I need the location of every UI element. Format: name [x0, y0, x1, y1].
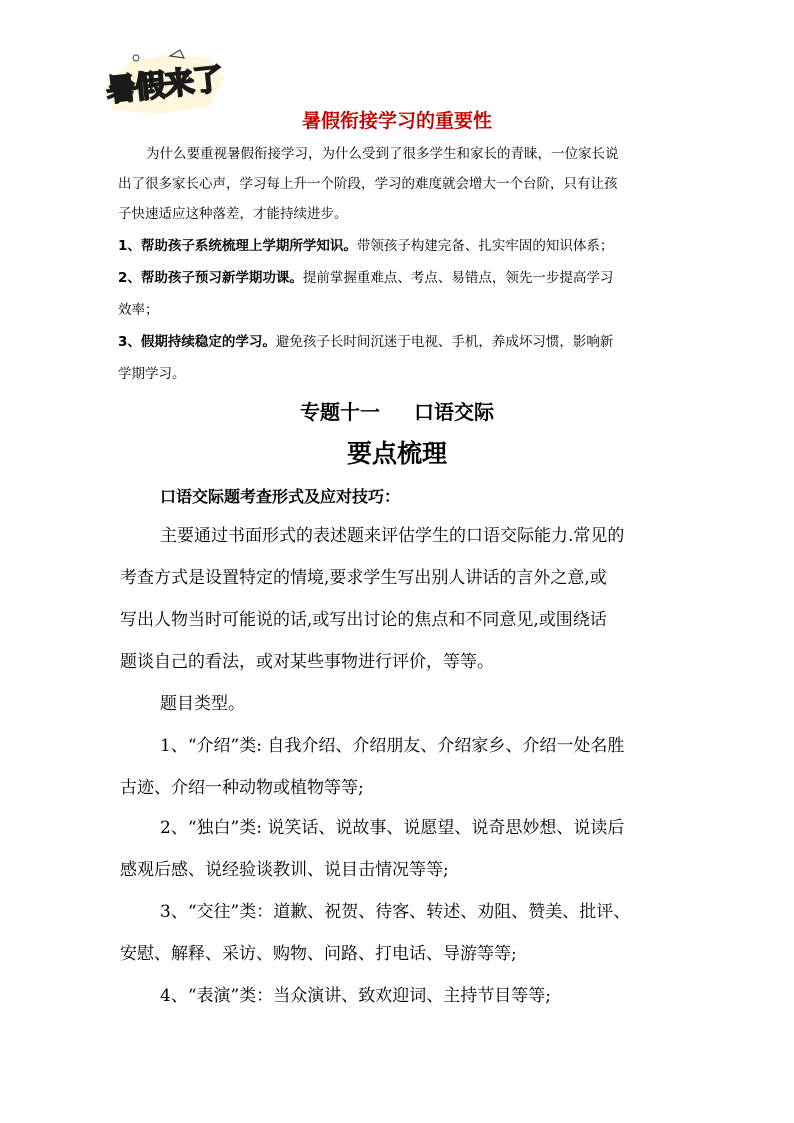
body-line: 主要通过书面形式的表述题来评估学生的口语交际能力.常见的: [160, 526, 625, 546]
intro-item-3-cont: 学期学习。: [118, 366, 186, 382]
type-3-line: 安慰、解释、采访、购物、问路、打电话、导游等等;: [120, 944, 517, 964]
intro-line: 出了很多家长心声，学习每上升一个阶段，学习的难度就会增大一个台阶，只有让孩: [118, 176, 618, 192]
intro-line: 子快速适应这种落差，才能持续进步。: [118, 206, 348, 222]
type-1-line: 古迹、介绍一种动物或植物等等;: [120, 778, 364, 798]
intro-item-2-text: 提前掌握重难点、考点、易错点，领先一步提高学习: [302, 270, 614, 286]
body-line: 题谈自己的看法，或对某些事物进行评价，等等。: [120, 652, 494, 672]
intro-item-1-text: 带领孩子构建完备、扎实牢固的知识体系；: [356, 238, 614, 254]
intro-item-2-bold: 2、帮助孩子预习新学期功课。: [118, 270, 303, 286]
body-line: 考查方式是设置特定的情境,要求学生写出别人讲话的言外之意,或: [120, 568, 607, 588]
section-subtitle: 要点梳理: [346, 439, 447, 468]
section-title-topic: 口语交际: [414, 400, 494, 424]
intro-item-1: [118, 236, 613, 256]
intro-item-2-cont: 效率；: [118, 302, 159, 318]
type-4-line: 4、“表演”类：当众演讲、致欢迎词、主持节目等等;: [160, 986, 551, 1006]
intro-item-2: [118, 268, 613, 288]
intro-line: 为什么要重视暑假衔接学习，为什么受到了很多学生和家长的青睐，一位家长说: [146, 146, 619, 162]
header-title: 暑假衔接学习的重要性: [301, 110, 492, 132]
body-line: 写出人物当时可能说的话,或写出讨论的焦点和不同意见,或围绕话: [120, 610, 607, 630]
type-1-line: 1、“介绍”类: 自我介绍、介绍朋友、介绍家乡、介绍一处名胜: [160, 736, 625, 756]
intro-item-3-bold: 3、假期持续稳定的学习。: [118, 334, 276, 350]
section-title: [0, 396, 794, 425]
intro-item-1-bold: 1、帮助孩子系统梳理上学期所学知识。: [118, 238, 357, 254]
type-2-line: 2、“独白”类: 说笑话、说故事、说愿望、说奇思妙想、说读后: [160, 818, 625, 838]
type-3-line: 3、“交往”类：道歉、祝贺、待客、转述、劝阻、赞美、批评、: [160, 902, 631, 922]
section-title-number: 专题十一: [300, 400, 380, 424]
type-2-line: 感观后感、说经验谈教训、说目击情况等等;: [120, 860, 449, 880]
logo-text: 暑假来了: [104, 62, 224, 109]
intro-item-3: [118, 332, 613, 352]
intro-item-3-text: 避免孩子长时间沉迷于电视、手机，养成坏习惯，影响新: [275, 334, 614, 350]
qa-heading: 口语交际题考查形式及应对技巧：: [160, 487, 401, 506]
types-title: 题目类型。: [160, 694, 245, 714]
